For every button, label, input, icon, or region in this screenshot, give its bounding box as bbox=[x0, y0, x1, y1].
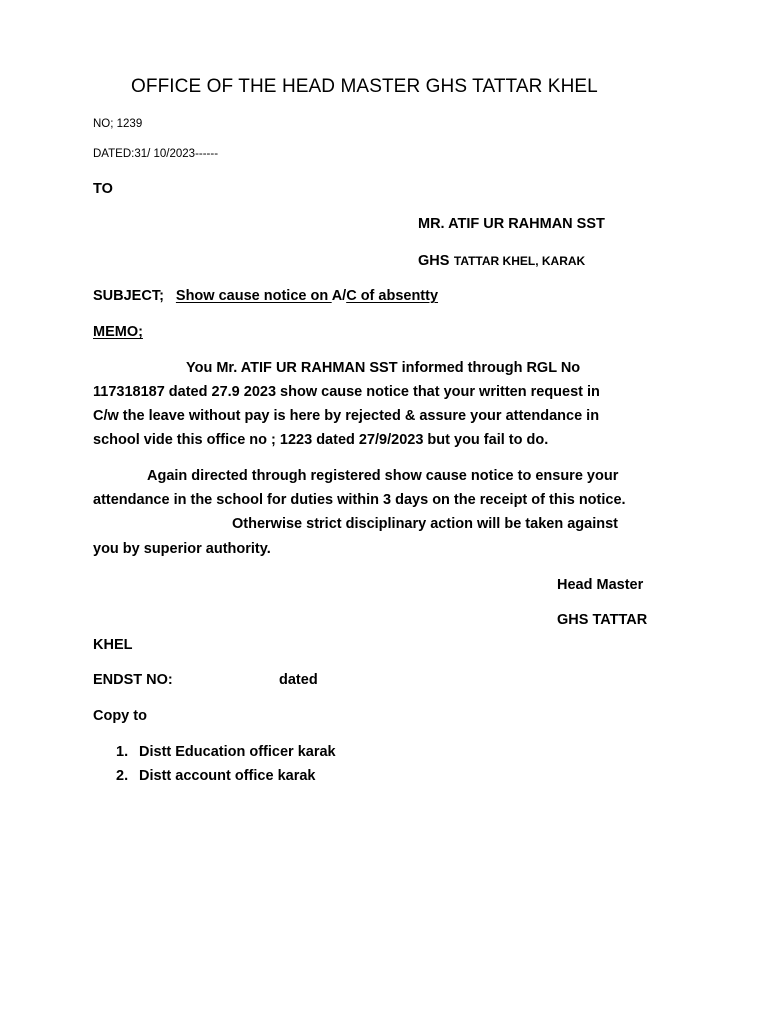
copy-item-1-number: 1. bbox=[116, 744, 129, 760]
to-label: TO bbox=[93, 181, 113, 197]
letter-number: NO; 1239 bbox=[93, 118, 143, 130]
signature-title: Head Master bbox=[557, 577, 644, 593]
memo-para1-line3: C/w the leave without pay is here by rejected & assure your attendance in bbox=[93, 408, 600, 424]
memo-label: MEMO; bbox=[93, 324, 143, 340]
copy-item-2-text: Distt account office karak bbox=[139, 768, 316, 784]
copy-item-1-text: Distt Education officer karak bbox=[139, 744, 336, 760]
memo-para2-line2: attendance in the school for duties within 3 days on the receipt of this notice. bbox=[93, 492, 626, 508]
subject-text-part2: A/ bbox=[331, 288, 347, 304]
memo-para2-line4: you by superior authority. bbox=[93, 541, 271, 557]
memo-para2-line3: Otherwise strict disciplinary action will be taken against bbox=[232, 516, 618, 532]
subject-label: SUBJECT; bbox=[93, 288, 164, 304]
subject-text-part3: C of absentty bbox=[346, 288, 439, 304]
recipient-org-prefix: GHS bbox=[418, 253, 450, 269]
copy-item-2-number: 2. bbox=[116, 768, 129, 784]
recipient-org bbox=[418, 252, 585, 270]
memo-para2-line1: Again directed through registered show cause notice to ensure your bbox=[147, 468, 619, 484]
endorsement-label: ENDST NO: bbox=[93, 672, 173, 688]
copy-to-label: Copy to bbox=[93, 708, 147, 724]
signature-org-line1: GHS TATTAR bbox=[557, 612, 648, 628]
endorsement-dated: dated bbox=[279, 672, 318, 688]
memo-para1-line2: 117318187 dated 27.9 2023 show cause notice that your written request in bbox=[93, 384, 600, 400]
memo-para1-line1: You Mr. ATIF UR RAHMAN SST informed through RGL No bbox=[186, 360, 581, 376]
recipient-org-rest: TATTAR KHEL, KARAK bbox=[453, 254, 586, 268]
office-title: OFFICE OF THE HEAD MASTER GHS TATTAR KHEL bbox=[131, 76, 598, 97]
memo-para1-line4: school vide this office no ; 1223 dated 27/9/2023 but you fail to do. bbox=[93, 432, 549, 448]
letter-date: DATED:31/ 10/2023------ bbox=[93, 148, 219, 160]
recipient-name: MR. ATIF UR RAHMAN SST bbox=[418, 216, 605, 232]
subject-line bbox=[93, 288, 438, 304]
signature-org-line2: KHEL bbox=[93, 637, 133, 653]
subject-text-part1: Show cause notice on bbox=[175, 288, 332, 304]
